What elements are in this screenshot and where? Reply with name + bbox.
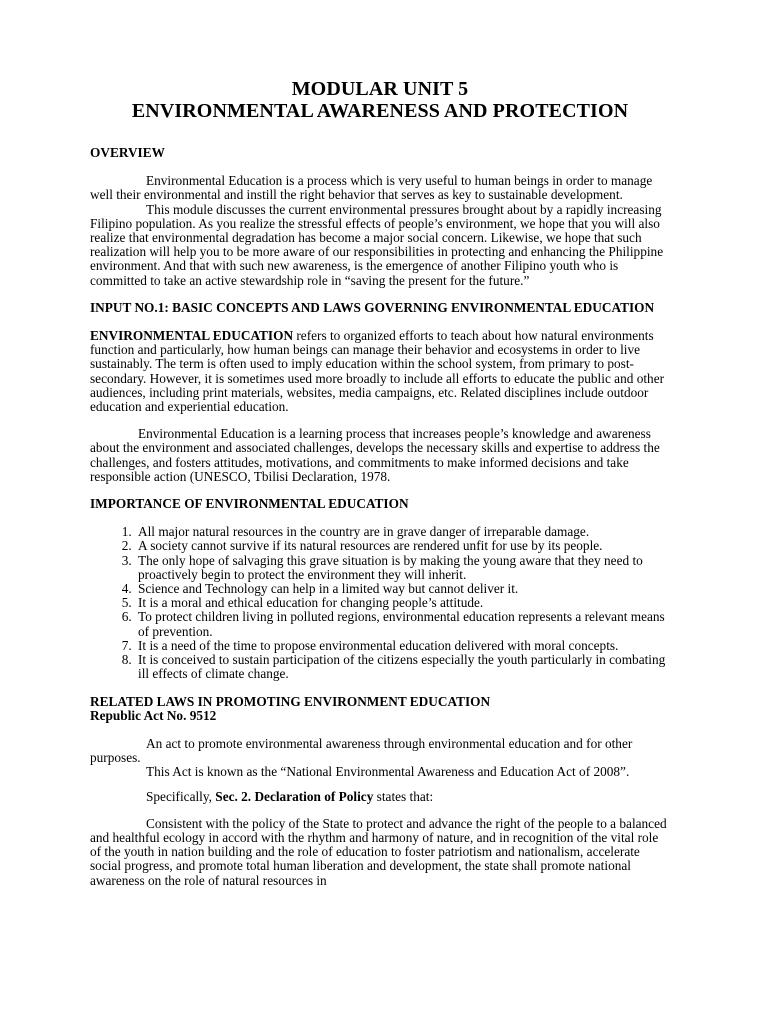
document-body: [90, 78, 670, 888]
declaration-of-policy-text: Consistent with the policy of the State to protect and advance the right of the people to a balanced and healthful ecology in accord with the rhythm and harmony of nature, and in recognition of the vital role of the youth in nation building and the role of education to foster patriotism and nationalism, accelerate social progress, and promote total human liberation and development, the state shall promote national awareness on the role of natural resources in: [90, 815, 667, 888]
overview-heading: OVERVIEW: [90, 145, 165, 160]
list-item: 7. It is a need of the time to propose environmental education delivered with moral concepts.: [135, 639, 670, 653]
input1-heading: INPUT NO.1: BASIC CONCEPTS AND LAWS GOVERNING ENVIRONMENTAL EDUCATION: [90, 299, 655, 315]
importance-heading: IMPORTANCE OF ENVIRONMENTAL EDUCATION: [90, 496, 409, 512]
policy-intro-post: states that:: [373, 788, 434, 804]
republic-act-paragraph-2: This Act is known as the “National Environmental Awareness and Education Act of 2008”.: [146, 764, 630, 780]
list-item: 3. The only hope of salvaging this grave situation is by making the young aware that they need to proactively begin to protect the environment they will inherit.: [135, 554, 670, 582]
environmental-education-definition: [90, 329, 670, 414]
definition-text: refers to organized efforts to teach about how natural environments function and particularly, how human beings can manage their behavior and ecosystems in order to live sustainably. The term is often used to imply education within the school system, from primary to post-secondary. However, it is sometimes used more broadly to include all efforts to educate the public and other audiences, including print materials, websites, media campaigns, etc. Related disciplines include outdoor education and experiential education.: [90, 328, 665, 415]
republic-act-heading: Republic Act No. 9512: [90, 707, 217, 723]
list-item: 4. Science and Technology can help in a limited way but cannot deliver it.: [135, 582, 670, 596]
page-title: MODULAR UNIT 5: [291, 78, 469, 100]
list-item: 1. All major natural resources in the country are in grave danger of irreparable damage.: [135, 525, 670, 539]
overview-paragraph-2: This module discusses the current environmental pressures brought about by a rapidly increasing Filipino population. As you realize the stressful effects of people’s environment, we hope that you will also realize that environmental degradation has become a major social concern. Likewise, we hope that such realization will help you to be more aware of our responsibilities in protecting and enhancing the Philippine environment. And that with such new awareness, is the emergence of another Filipino youth who is committed to take an active stewardship role in “saving the present for the future.”: [90, 201, 664, 288]
policy-section-title: Sec. 2. Declaration of Policy: [215, 788, 374, 804]
list-item: 5. It is a moral and ethical education for changing people’s attitude.: [135, 596, 670, 610]
overview-paragraph-1: Environmental Education is a process which is very useful to human beings in order to manage well their environmental and instill the right behavior that serves as key to sustainable development.: [90, 173, 653, 203]
related-laws-heading: RELATED LAWS IN PROMOTING ENVIRONMENT EDUCATION: [90, 693, 491, 709]
policy-intro-pre: Specifically,: [146, 788, 216, 804]
page-subtitle: ENVIRONMENTAL AWARENESS AND PROTECTION: [131, 100, 629, 122]
list-item: 6. To protect children living in polluted regions, environmental education represents a relevant means of prevention.: [135, 610, 670, 638]
importance-list: [90, 525, 670, 681]
declaration-of-policy-intro: [90, 790, 670, 804]
list-item: 8. It is conceived to sustain participation of the citizens especially the youth particularly in combating ill effects of climate change.: [135, 653, 670, 681]
unesco-paragraph: Environmental Education is a learning process that increases people’s knowledge and awareness about the environment and associated challenges, develops the necessary skills and expertise to address the challenges, and fosters attitudes, motivations, and commitments to make informed decisions and take responsible action (UNESCO, Tbilisi Declaration, 1978.: [90, 426, 660, 484]
list-item: 2. A society cannot survive if its natural resources are rendered unfit for use by its people.: [135, 539, 670, 553]
republic-act-paragraph-1: An act to promote environmental awareness through environmental education and for other purposes.: [90, 735, 633, 766]
definition-term: ENVIRONMENTAL EDUCATION: [90, 328, 294, 344]
